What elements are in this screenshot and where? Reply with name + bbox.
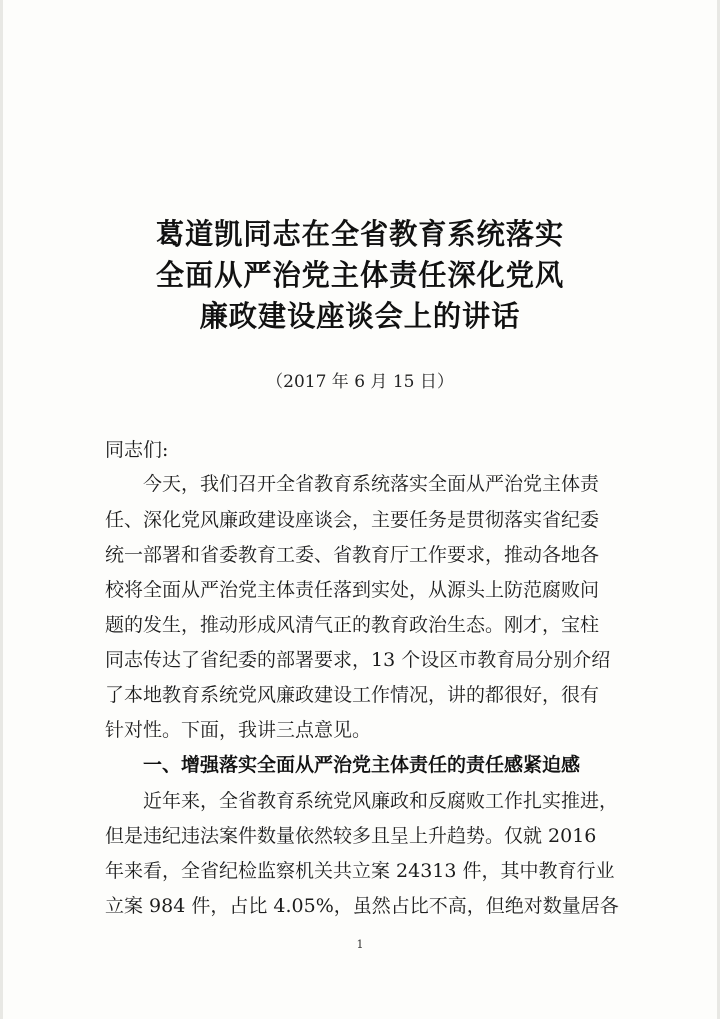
- section-1-heading: 一、增强落实全面从严治党主体责任的责任感紧迫感: [143, 754, 581, 776]
- paragraph-2-line: 立案 984 件，占比 4.05%，虽然占比不高，但绝对数量居各: [105, 895, 619, 917]
- paragraph-1-line: 同志传达了省纪委的部署要求，13 个设区市教育局分别介绍: [105, 649, 611, 671]
- title-line-2: 全面从严治党主体责任深化党风: [155, 258, 565, 292]
- paragraph-1-line: 了本地教育系统党风廉政建设工作情况，讲的都很好，很有: [105, 684, 600, 706]
- page-number: 1: [356, 938, 364, 951]
- title-line-1: 葛道凯同志在全省教育系统落实: [155, 217, 565, 251]
- paragraph-1-line: 校将全面从严治党主体责任落到实处，从源头上防范腐败问: [105, 579, 600, 601]
- paragraph-1-line: 今天，我们召开全省教育系统落实全面从严治党主体责: [143, 473, 600, 495]
- salutation: 同志们:: [105, 439, 169, 461]
- document-title: [0, 214, 720, 337]
- paragraph-2-line: 近年来，全省教育系统党风廉政和反腐败工作扎实推进，: [143, 790, 619, 812]
- paragraph-1-line: 统一部署和省委教育工委、省教育厅工作要求，推动各地各: [105, 544, 600, 566]
- paragraph-1-line: 针对性。下面，我讲三点意见。: [105, 719, 372, 741]
- paragraph-1-line: 任、深化党风廉政建设座谈会，主要任务是贯彻落实省纪委: [105, 509, 600, 531]
- title-line-3: 廉政建设座谈会上的讲话: [199, 299, 521, 333]
- scan-edge-left: [0, 0, 3, 1019]
- speech-date: （2017 年 6 月 15 日）: [266, 372, 454, 392]
- paragraph-1-line: 题的发生，推动形成风清气正的教育政治生态。刚才，宝柱: [105, 614, 600, 636]
- paragraph-2-line: 年来看，全省纪检监察机关共立案 24313 件，其中教育行业: [105, 860, 615, 882]
- paragraph-2-line: 但是违纪违法案件数量依然较多且呈上升趋势。仅就 2016: [105, 825, 597, 847]
